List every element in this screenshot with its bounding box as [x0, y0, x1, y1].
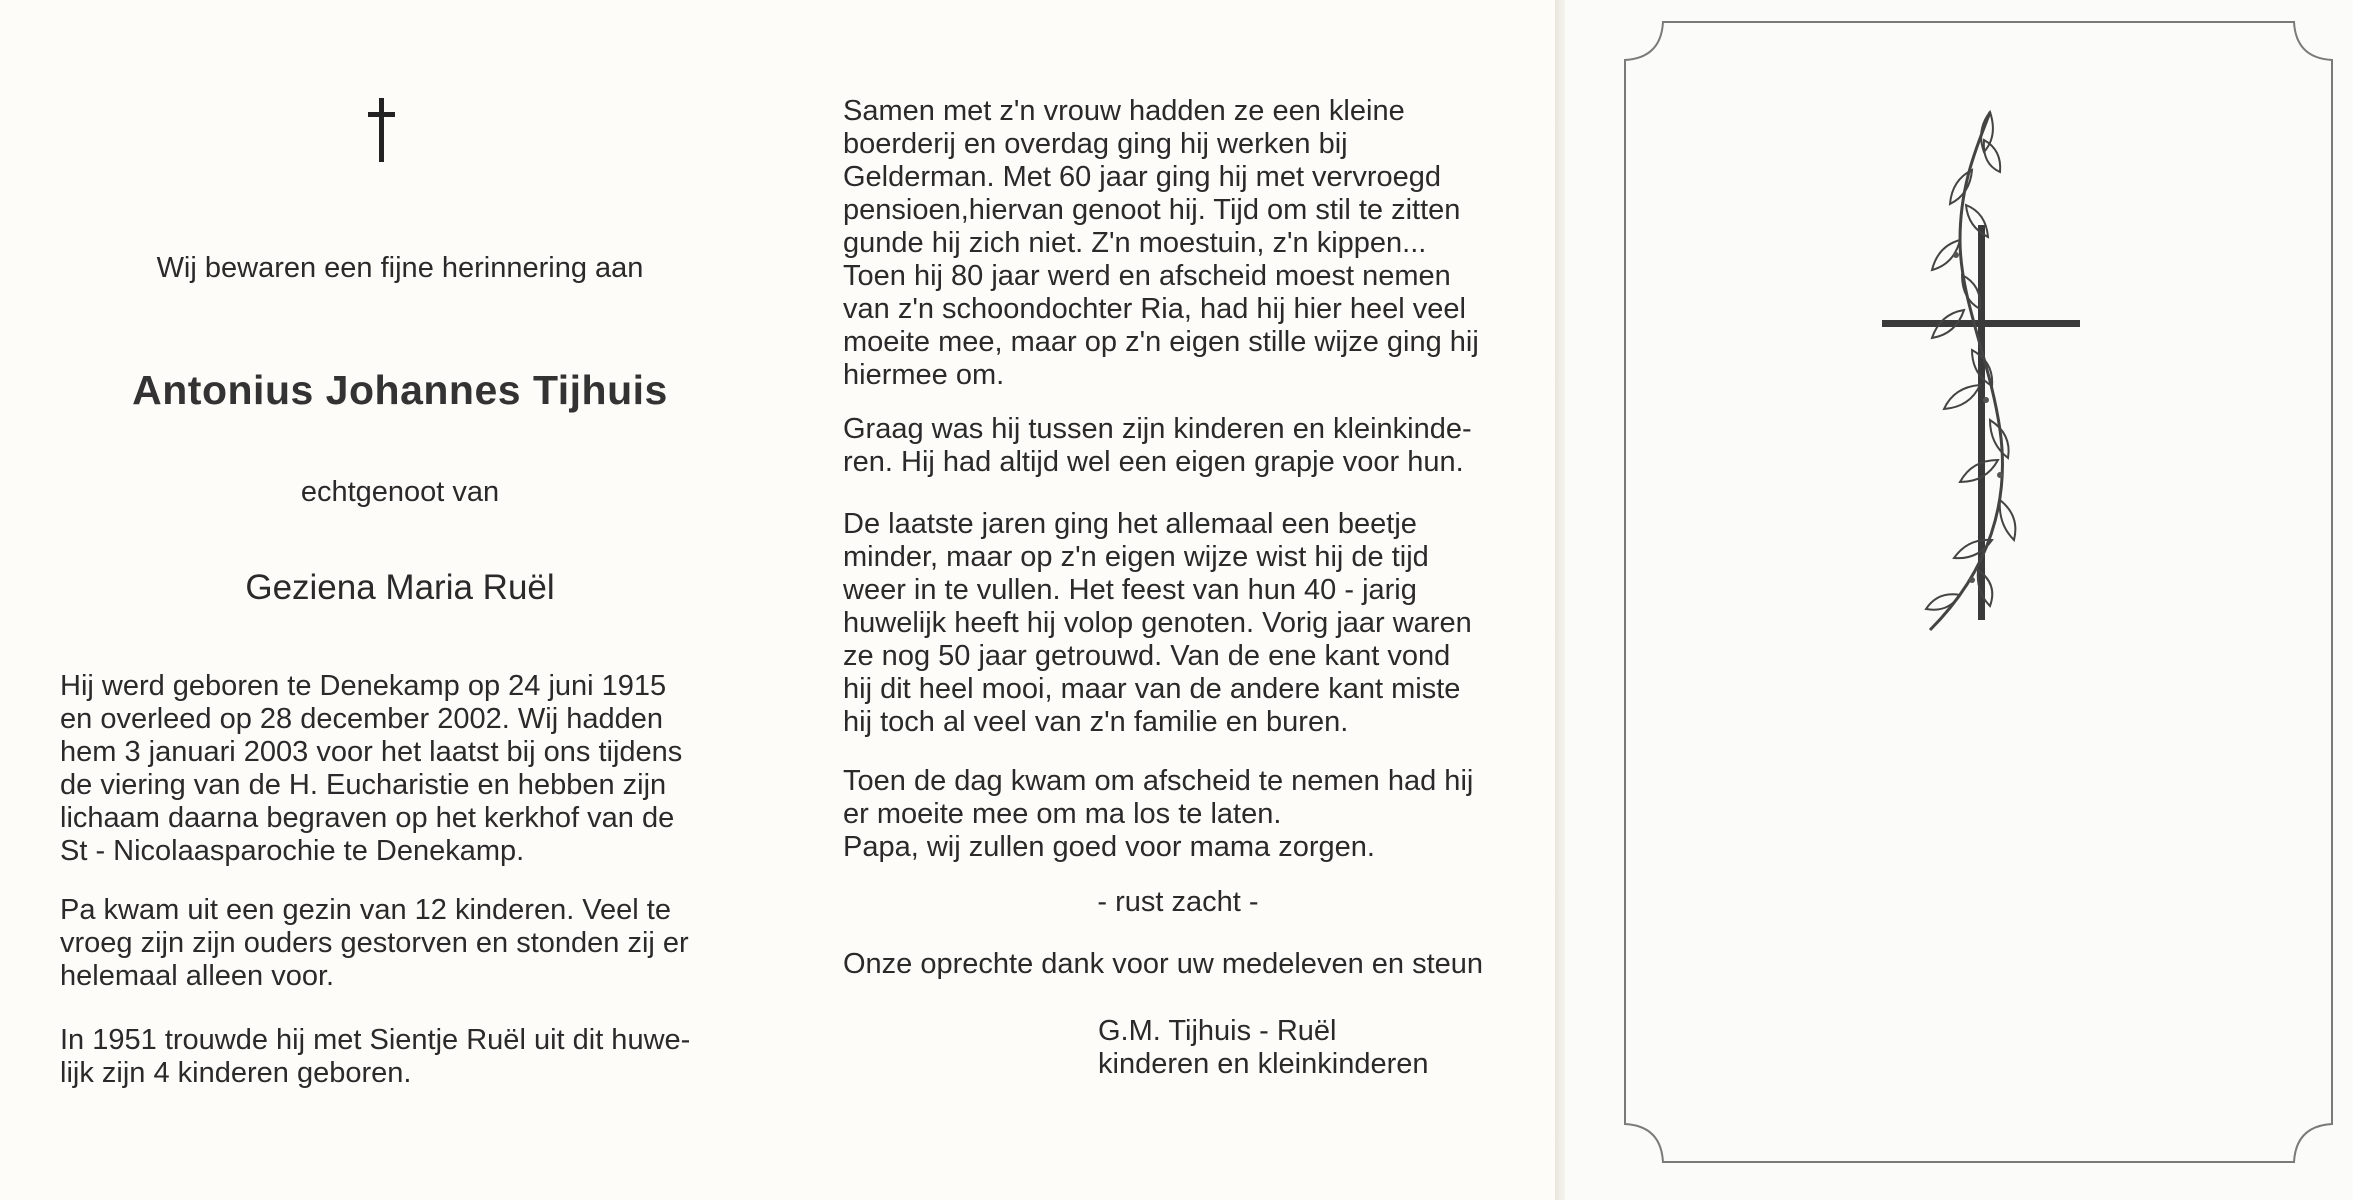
text-line: weer in te vullen. Het feest van hun 40 - jarig: [843, 574, 1417, 606]
text-line: moeite mee, maar op z'n eigen stille wijze ging hij: [843, 326, 1479, 358]
cross-icon: [362, 96, 402, 166]
paragraph-marriage: [60, 1024, 740, 1090]
paragraph-family: [60, 894, 740, 993]
text-line: Toen hij 80 jaar werd en afscheid moest nemen: [843, 260, 1451, 292]
text-line: pensioen,hiervan genoot hij. Tijd om stil te zitten: [843, 194, 1461, 226]
paragraph-last-years: [843, 508, 1513, 739]
rest-in-peace: - rust zacht -: [1097, 886, 1259, 918]
text-line: er moeite mee om ma los te laten.: [843, 798, 1282, 830]
text-line: boerderij en overdag ging hij werken bij: [843, 128, 1348, 160]
fold-line: [1555, 0, 1565, 1200]
text-line: Samen met z'n vrouw hadden ze een kleine: [843, 95, 1405, 127]
text-line: en overleed op 28 december 2002. Wij hadden: [60, 703, 663, 735]
spouse-name: Geziena Maria Ruël: [245, 568, 555, 607]
text-line: van z'n schoondochter Ria, had hij hier heel veel: [843, 293, 1466, 325]
paragraph-grandchildren: [843, 413, 1513, 479]
text-line: In 1951 trouwde hij met Sientje Ruël uit dit huwe-: [60, 1024, 691, 1056]
paragraph-farewell: [843, 765, 1513, 864]
thanks-text: Onze oprechte dank voor uw medeleven en steun: [843, 948, 1484, 980]
text-line: lijk zijn 4 kinderen geboren.: [60, 1057, 412, 1089]
text-line: Papa, wij zullen goed voor mama zorgen.: [843, 831, 1375, 863]
signature-line-1: G.M. Tijhuis - Ruël: [1098, 1015, 1337, 1047]
text-line: Hij werd geboren te Denekamp op 24 juni 1915: [60, 670, 667, 702]
spouse-label: echtgenoot van: [300, 476, 500, 508]
text-line: St - Nicolaasparochie te Denekamp.: [60, 835, 525, 867]
text-line: hem 3 januari 2003 voor het laatst bij ons tijdens: [60, 736, 683, 768]
text-line: hij dit heel mooi, maar van de andere kant miste: [843, 673, 1461, 705]
text-line: de viering van de H. Eucharistie en hebben zijn: [60, 769, 667, 801]
thanks-line: [843, 948, 1513, 981]
text-line: ren. Hij had altijd wel een eigen grapje voor hun.: [843, 446, 1464, 478]
text-line: Toen de dag kwam om afscheid te nemen had hij: [843, 765, 1474, 797]
text-line: helemaal alleen voor.: [60, 960, 335, 992]
intro-text: Wij bewaren een fijne herinnering aan: [156, 252, 644, 284]
text-line: Pa kwam uit een gezin van 12 kinderen. Veel te: [60, 894, 671, 926]
text-line: hij toch al veel van z'n familie en buren.: [843, 706, 1349, 738]
paragraph-birth-death: [60, 670, 740, 868]
text-line: hiermee om.: [843, 359, 1005, 391]
text-line: huwelijk heeft hij volop genoten. Vorig jaar waren: [843, 607, 1472, 639]
signature-line-2: kinderen en kleinkinderen: [1098, 1048, 1429, 1080]
text-line: Gelderman. Met 60 jaar ging hij met vervroegd: [843, 161, 1442, 193]
text-line: minder, maar op z'n eigen wijze wist hij de tijd: [843, 541, 1429, 573]
signature: [1098, 1015, 1518, 1081]
deceased-name: Antonius Johannes Tijhuis: [132, 367, 668, 413]
cross-with-olive-branch-icon: [1860, 100, 2100, 650]
text-line: gunde hij zich niet. Z'n moestuin, z'n kippen...: [843, 227, 1427, 259]
text-line: De laatste jaren ging het allemaal een beetje: [843, 508, 1417, 540]
paragraph-farm-life: [843, 95, 1513, 392]
text-line: lichaam daarna begraven op het kerkhof van de: [60, 802, 675, 834]
text-line: ze nog 50 jaar getrouwd. Van de ene kant vond: [843, 640, 1451, 672]
text-line: vroeg zijn zijn ouders gestorven en stonden zij er: [60, 927, 689, 959]
text-line: Graag was hij tussen zijn kinderen en kleinkinde-: [843, 413, 1472, 445]
